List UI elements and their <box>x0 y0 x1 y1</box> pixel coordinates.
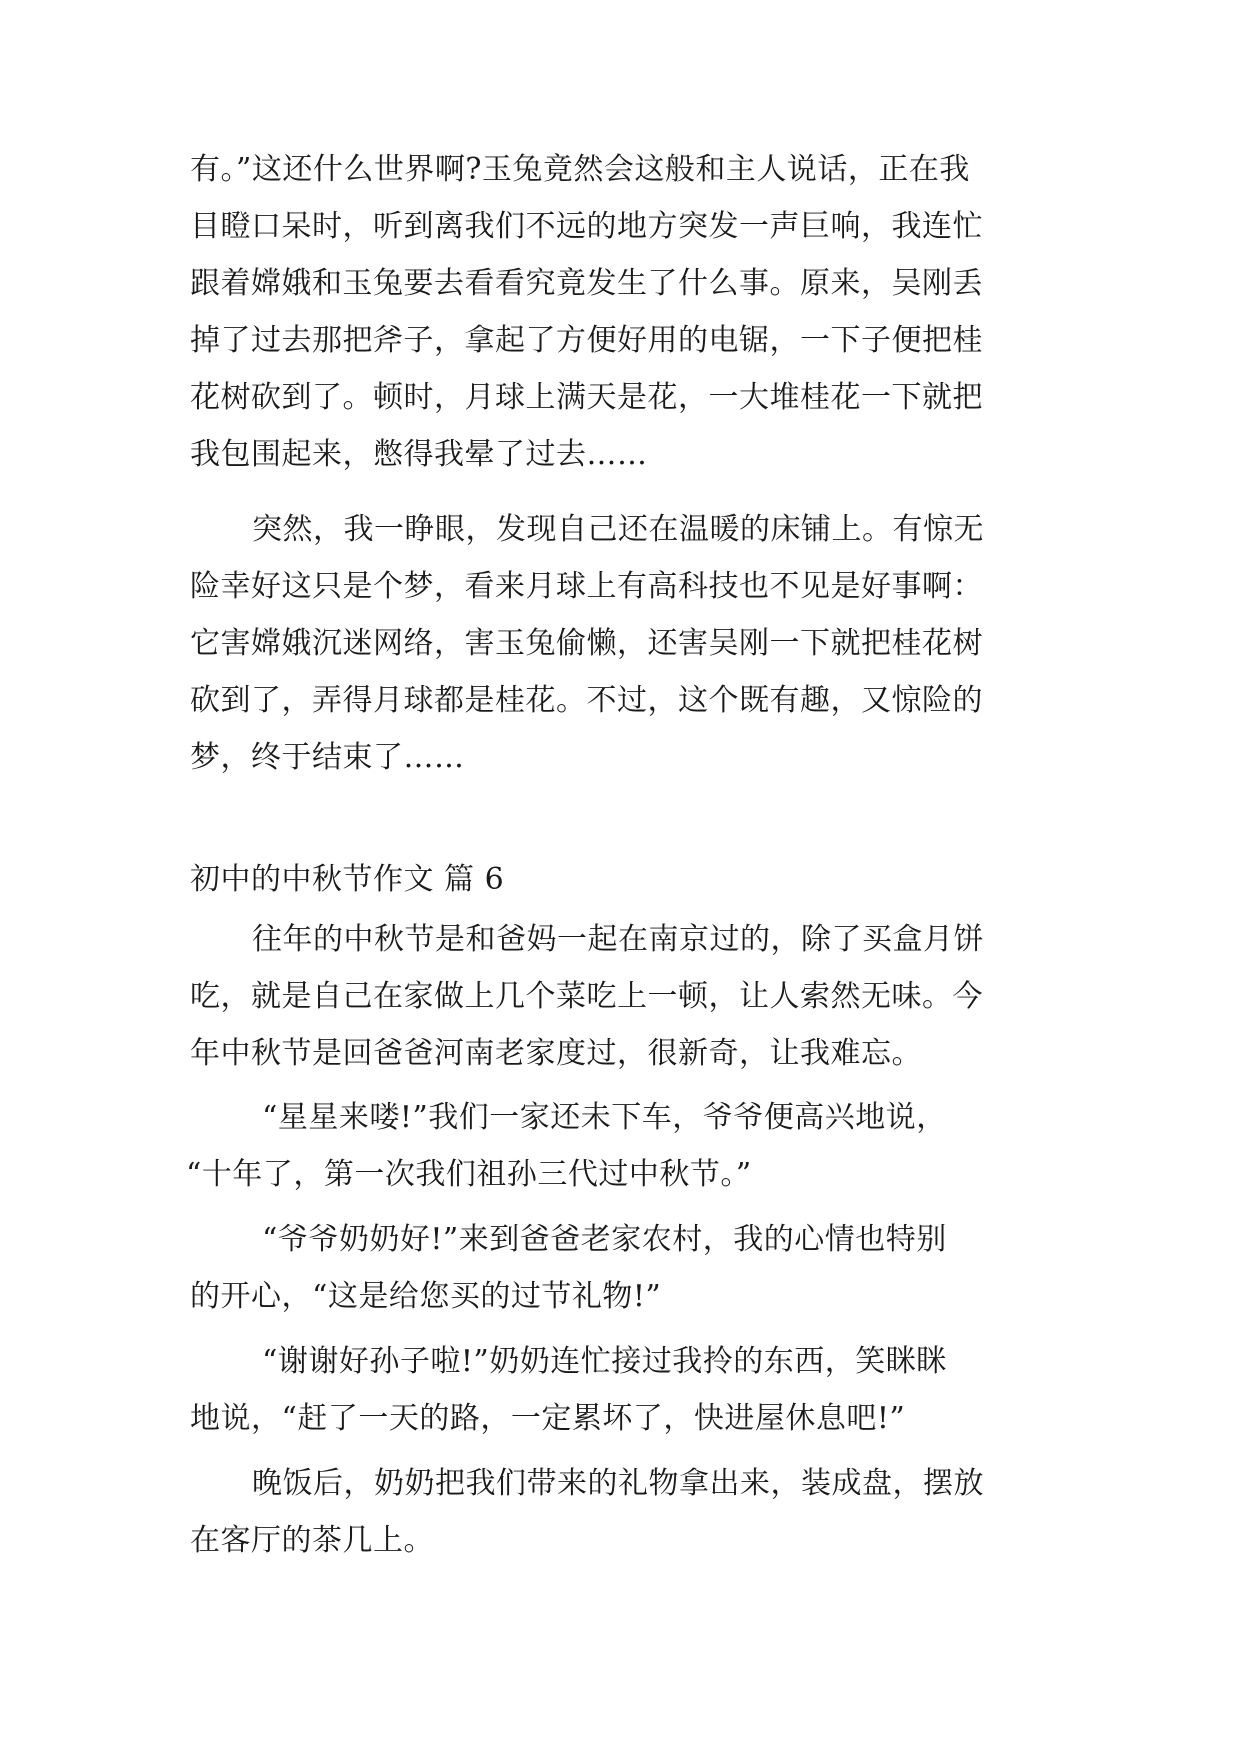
paragraph-first-line: “谢谢好孙子啦!”奶奶连忙接过我拎的东西，笑眯眯 <box>262 1344 947 1379</box>
text-line: 地说，“赶了一天的路，一定累坏了，快进屋休息吧!” <box>190 1401 906 1436</box>
text-line: 跟着嫦娥和玉兔要去看看究竟发生了什么事。原来，吴刚丢 <box>190 266 983 301</box>
paragraph-first-line: 晚饭后，奶奶把我们带来的礼物拿出来，装成盘，摆放 <box>252 1466 984 1501</box>
section-heading: 初中的中秋节作文 篇 6 <box>190 862 505 897</box>
text-line: 掉了过去那把斧子，拿起了方便好用的电锯，一下子便把桂 <box>190 323 983 358</box>
text-line: 我包围起来，憋得我晕了过去…… <box>190 437 648 472</box>
text-line: 吃，就是自己在家做上几个菜吃上一顿，让人索然无味。今 <box>190 979 983 1014</box>
text-line: 梦，终于结束了…… <box>190 740 465 775</box>
text-line: 花树砍到了。顿时，月球上满天是花，一大堆桂花一下就把 <box>190 380 983 415</box>
text-line: 年中秋节是回爸爸河南老家度过，很新奇，让我难忘。 <box>190 1036 922 1071</box>
paragraph-first-line: “爷爷奶奶好!”来到爸爸老家农村，我的心情也特别 <box>262 1222 947 1257</box>
paragraph-first-line: 往年的中秋节是和爸妈一起在南京过的，除了买盒月饼 <box>252 922 984 957</box>
paragraph-first-line: 突然，我一睁眼，发现自己还在温暖的床铺上。有惊无 <box>252 512 984 547</box>
text-line: 它害嫦娥沉迷网络，害玉兔偷懒，还害吴刚一下就把桂花树 <box>190 626 983 661</box>
text-line: 目瞪口呆时，听到离我们不远的地方突发一声巨响，我连忙 <box>190 209 983 244</box>
paragraph-first-line: “星星来喽!”我们一家还未下车，爷爷便高兴地说， <box>262 1100 947 1135</box>
text-line: 有。”这还什么世界啊?玉兔竟然会这般和主人说话，正在我 <box>190 152 970 187</box>
text-line: 在客厅的茶几上。 <box>190 1523 434 1558</box>
text-line: 的开心，“这是给您买的过节礼物!” <box>190 1279 662 1314</box>
text-line: 砍到了，弄得月球都是桂花。不过，这个既有趣，又惊险的 <box>190 683 983 718</box>
text-line: “十年了，第一次我们祖孙三代过中秋节。” <box>186 1157 752 1192</box>
text-line: 险幸好这只是个梦，看来月球上有高科技也不见是好事啊： <box>190 569 983 604</box>
